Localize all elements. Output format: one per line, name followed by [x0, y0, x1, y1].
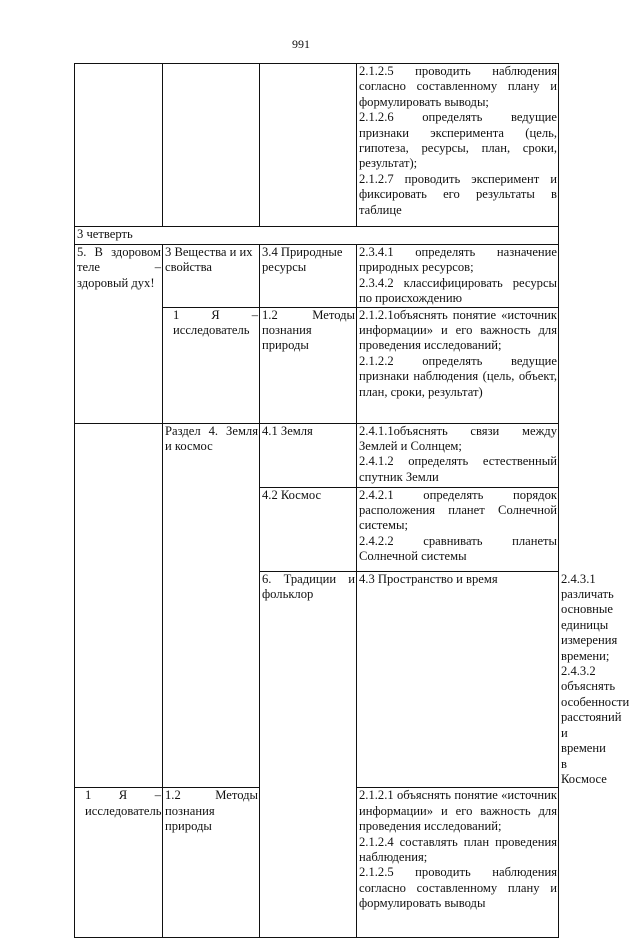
goal-item: 2.4.1.2 определять естественный спутник Земли	[359, 454, 557, 484]
table-row	[75, 64, 559, 227]
topic-cell: 1.2 Методы познания природы	[163, 788, 260, 938]
theme-cell	[75, 423, 163, 788]
table-row	[75, 227, 559, 245]
section-cell: Раздел 4. Земля и космос	[163, 423, 260, 788]
goal-item: 2.4.2.2 сравнивать планеты Солнечной системы	[359, 533, 557, 564]
goal-item: 2.1.2.1 объяснять понятие «источник информации» и его важность для проведения исследований;	[359, 788, 557, 834]
page-number: 991	[292, 37, 310, 51]
topic-cell: 4.1 Земля	[260, 423, 357, 487]
section-cell: 1 Я – исследователь	[163, 307, 260, 423]
goals-cell	[357, 307, 559, 423]
topic-cell: 1.2 Методы познания природы	[260, 307, 357, 423]
goal-item: 2.3.4.2 классифицировать ресурсы по происхождению	[359, 275, 557, 306]
goal-item: 2.4.2.1 определять порядок расположения планет Солнечной системы;	[359, 487, 557, 533]
section-cell	[163, 64, 260, 227]
goal-item: 2.1.2.2 определять ведущие признаки наблюдения (цель, объект, план, сроки, результат)	[359, 353, 557, 399]
goals-cell	[357, 64, 559, 227]
theme-cell: 5. В здоровом теле – здоровый дух!	[75, 245, 163, 424]
table-row: 6. Традиции и фольклор 4.3 Пространство и время 2.4.3.1 различать основные единицы измерения времени; 2.4.3.2 объяснять особенности расстояний и времени в Космосе	[75, 571, 559, 788]
table-row	[75, 423, 559, 487]
goals-cell	[357, 788, 559, 938]
topic-cell: 4.2 Космос	[260, 487, 357, 571]
goal-item: 2.1.2.5 проводить наблюдения согласно составленному плану и формулировать выводы;	[359, 64, 557, 109]
curriculum-table	[74, 63, 629, 938]
goals-cell	[357, 423, 559, 487]
goal-item: 2.1.2.6 определять ведущие признаки эксперимента (цель, гипотеза, ресурсы, план, сроки, результат);	[359, 110, 557, 171]
goal-item: 2.1.2.5 проводить наблюдения согласно составленному плану и формулировать выводы	[359, 865, 557, 911]
goals-cell	[357, 245, 559, 308]
table-row	[75, 245, 559, 308]
goal-item: 2.1.2.1объяснять понятие «источник информации» и его важность для проведения исследований;	[359, 307, 557, 353]
quarter-label: 3 четверть	[75, 227, 559, 245]
goal-item: 2.1.2.7 проводить эксперимент и фиксировать его результаты в таблице	[359, 171, 557, 217]
theme-cell	[75, 64, 163, 227]
goal-item: 2.1.2.4 составлять план проведения наблюдения;	[359, 834, 557, 864]
topic-cell	[260, 64, 357, 227]
topic-cell: 4.3 Пространство и время	[357, 571, 559, 788]
section-cell: 1 Я – исследователь	[75, 788, 163, 938]
goal-item: 2.3.4.1 определять назначение природных ресурсов;	[359, 245, 557, 275]
goal-item: 2.4.1.1объяснять связи между Землей и Солнцем;	[359, 423, 557, 454]
goals-cell	[357, 487, 559, 571]
theme-cell: 6. Традиции и фольклор	[260, 571, 357, 938]
topic-cell: 3.4 Природные ресурсы	[260, 245, 357, 308]
section-cell: 3 Вещества и их свойства	[163, 245, 260, 308]
